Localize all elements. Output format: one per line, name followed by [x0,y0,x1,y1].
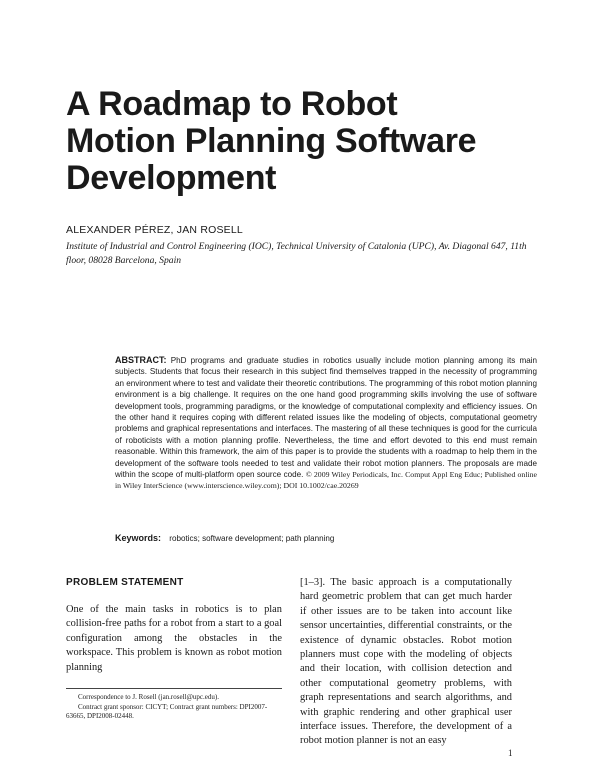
abstract-label: ABSTRACT: [115,355,167,365]
abstract [115,355,537,492]
right-column [300,576,512,749]
footnote-grant: Contract grant sponsor: CICYT; Contract grant numbers: DPI2007-63665, DPI2008-02448. [66,702,268,721]
keywords [115,533,334,543]
abstract-text: PhD programs and graduate studies in robotics usually include motion planning among its main subjects. Students that focus their research in this subject find themselves trapped in the necessity of programming an environment where to test and validate their theoretic contributions. The programming of this robot motion planning environment is a big challenge. It requires on the one hand good programming skills involving the use of software development tools, programming paradigms, or the knowledge of computational complexity and efficiency issues. On the other hand it requires coping with different related issues like the modeling of objects, computational geometry problems and graphical representations and interfaces. The mastering of all these techniques is good for the curricula of roboticists with a motion planning profile. Nevertheless, the time and effort devoted to this end must remain reasonable. Within this framework, the aim of this paper is to provide the students with a roadmap to help them in the development of the software tools needed to test and validate their robot motion planners. The proposals are made within the scope of multi-platform open source code. [115,356,538,480]
right-body-text: [1–3]. The basic approach is a computationally hard geometric problem that can get much harder if other issues are to be taken into account like sensor uncertainties, differential constraints, or the existence of dynamic obstacles. Robot motion planners must cope with the modeling of objects and their location, with collision detection and other computational geometry problems, with graph representations and search algorithms, and with graphic rendering and other graphical user interface issues. Therefore, the development of a robot motion planner is not an easy [300,577,512,747]
title-line-3: Development [66,159,277,197]
section-heading: PROBLEM STATEMENT [66,577,184,588]
footnote-divider [66,688,282,689]
left-body-text: One of the main tasks in robotics is to plan collision-free paths for a robot from a start to a goal configuration among the obstacles in the workspace. This problem is known as robot motion planning [66,604,282,673]
publication-info: © 2009 Wiley Periodicals, Inc. Comput Appl Eng Educ; Published online in Wiley InterScience (www.interscience.wiley.com); DOI 10.1002/cae.20269 [115,470,538,491]
page-number: 1 [508,748,513,758]
keywords-label: Keywords: [115,533,162,543]
affiliation: Institute of Industrial and Control Engineering (IOC), Technical University of Catalonia (UPC), Av. Diagonal 647, 11th floor, 08028 Barcelona, Spain [66,241,527,266]
authors: ALEXANDER PÉREZ, JAN ROSELL [66,224,243,236]
footnote-correspondence: Correspondence to J. Rosell (jan.rosell@upc.edu). [78,693,219,701]
left-column [66,577,282,675]
paper-title [66,86,536,197]
title-line-1: A Roadmap to Robot [66,85,398,123]
footnotes [66,693,282,722]
keywords-text: robotics; software development; path planning [169,534,335,543]
title-line-2: Motion Planning Software [66,122,477,160]
